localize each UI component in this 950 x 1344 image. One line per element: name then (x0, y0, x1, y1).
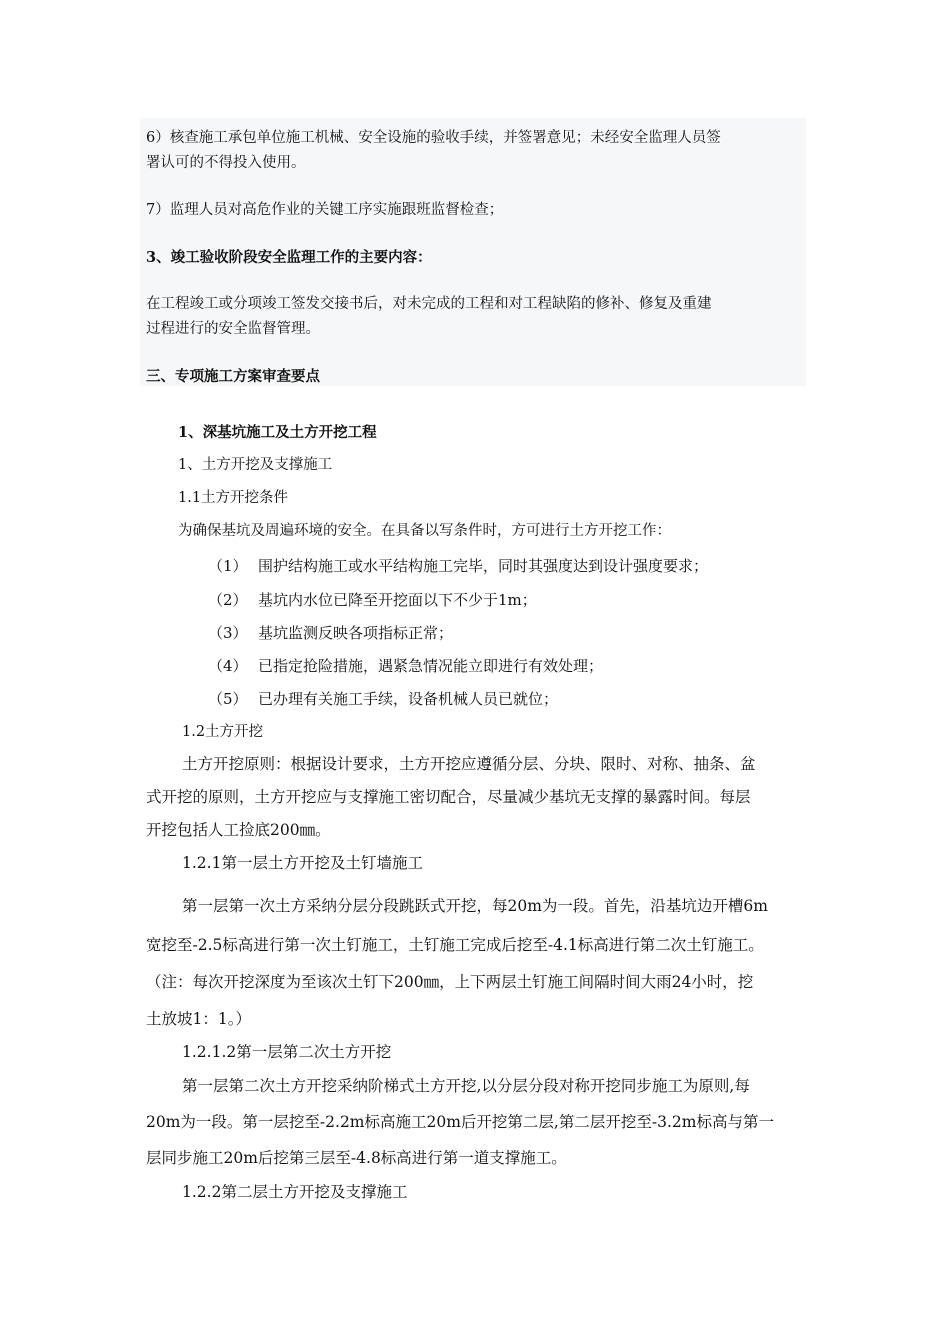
condition-number: （1） (208, 557, 248, 575)
section-3-heading: 三、专项施工方案审查要点 (146, 368, 320, 385)
completion-para-line-2: 过程进行的安全监督管理。 (146, 321, 320, 337)
heading-1-1: 1.1土方开挖条件 (178, 490, 289, 506)
condition-item (208, 688, 558, 709)
condition-item (208, 622, 453, 643)
completion-para-line-1: 在工程竣工或分项竣工签发交接书后，对未完成的工程和对工程缺陷的修补、修复及重建 (146, 296, 712, 312)
condition-item (208, 555, 708, 576)
condition-item (208, 655, 603, 676)
condition-number: （4） (208, 657, 248, 675)
condition-text: 基坑监测反映各项指标正常； (258, 624, 454, 642)
para-1-2-1-line-2: 宽挖至-2.5标高进行第一次土钉施工，土钉施工完成后挖至-4.1标高进行第二次土钉施工。 (146, 936, 764, 954)
para-1-2-1-2-line-3: 层同步施工20m后挖第三层至-4.8标高进行第一道支撑施工。 (146, 1149, 567, 1167)
condition-number: （5） (208, 690, 248, 708)
condition-number: （2） (208, 591, 248, 609)
heading-deep-foundation: 1、深基坑施工及土方开挖工程 (178, 424, 377, 441)
condition-text: 已办理有关施工手续，设备机械人员已就位； (258, 690, 559, 708)
heading-1-2-1-2: 1.2.1.2第一层第二次土方开挖 (182, 1043, 392, 1061)
condition-text: 已指定抢险措施，遇紧急情况能立即进行有效处理； (258, 657, 604, 675)
item-6-line-1: 6）核查施工承包单位施工机械、安全设施的验收手续，并签署意见；未经安全监理人员签 (146, 130, 721, 146)
para-1-2-line-2: 式开挖的原则，土方开挖应与支撑施工密切配合，尽量减少基坑无支撑的暴露时间。每层 (146, 788, 751, 806)
item-6-line-2: 署认可的不得投入使用。 (146, 155, 306, 171)
conditions-intro: 为确保基坑及周遍环境的安全。在具备以写条件时，方可进行土方开挖工作： (178, 523, 671, 539)
para-1-2-1-2-line-2: 20m为一段。第一层挖至-2.2m标高施工20m后开挖第二层,第二层开挖至-3.2m标高与第一 (146, 1113, 774, 1131)
para-1-2-line-3: 开挖包括人工捡底200㎜。 (146, 821, 331, 839)
para-1-2-1-line-1: 第一层第一次土方采纳分层分段跳跃式开挖，每20m为一段。首先，沿基坑边开槽6m (182, 897, 768, 915)
para-1-2-1-line-4: 土放坡1：1。） (146, 1010, 251, 1028)
condition-item (208, 589, 537, 610)
para-1-2-1-line-3: （注：每次开挖深度为至该次土钉下200㎜，上下两层土钉施工间隔时间大雨24小时，挖 (146, 973, 754, 991)
para-1-2-line-1: 土方开挖原则：根据设计要求，土方开挖应遵循分层、分块、限时、对称、抽条、盆 (182, 755, 756, 773)
item-7: 7）监理人员对高危作业的关键工序实施跟班监督检查； (146, 202, 504, 218)
heading-3: 3、竣工验收阶段安全监理工作的主要内容： (146, 249, 432, 266)
condition-text: 基坑内水位已降至开挖面以下不少于1m； (258, 591, 537, 609)
heading-1-2-1: 1.2.1第一层土方开挖及土钉墙施工 (182, 854, 423, 872)
para-1-2-1-2-line-1: 第一层第二次土方开挖采纳阶梯式土方开挖,以分层分段对称开挖同步施工为原则,每 (182, 1077, 750, 1095)
heading-1-2: 1.2土方开挖 (182, 724, 264, 740)
condition-text: 围护结构施工或水平结构施工完毕，同时其强度达到设计强度要求； (258, 557, 709, 575)
heading-earthwork-support: 1、土方开挖及支撑施工 (178, 457, 333, 473)
condition-number: （3） (208, 624, 248, 642)
heading-1-2-2: 1.2.2第二层土方开挖及支撑施工 (182, 1183, 408, 1201)
